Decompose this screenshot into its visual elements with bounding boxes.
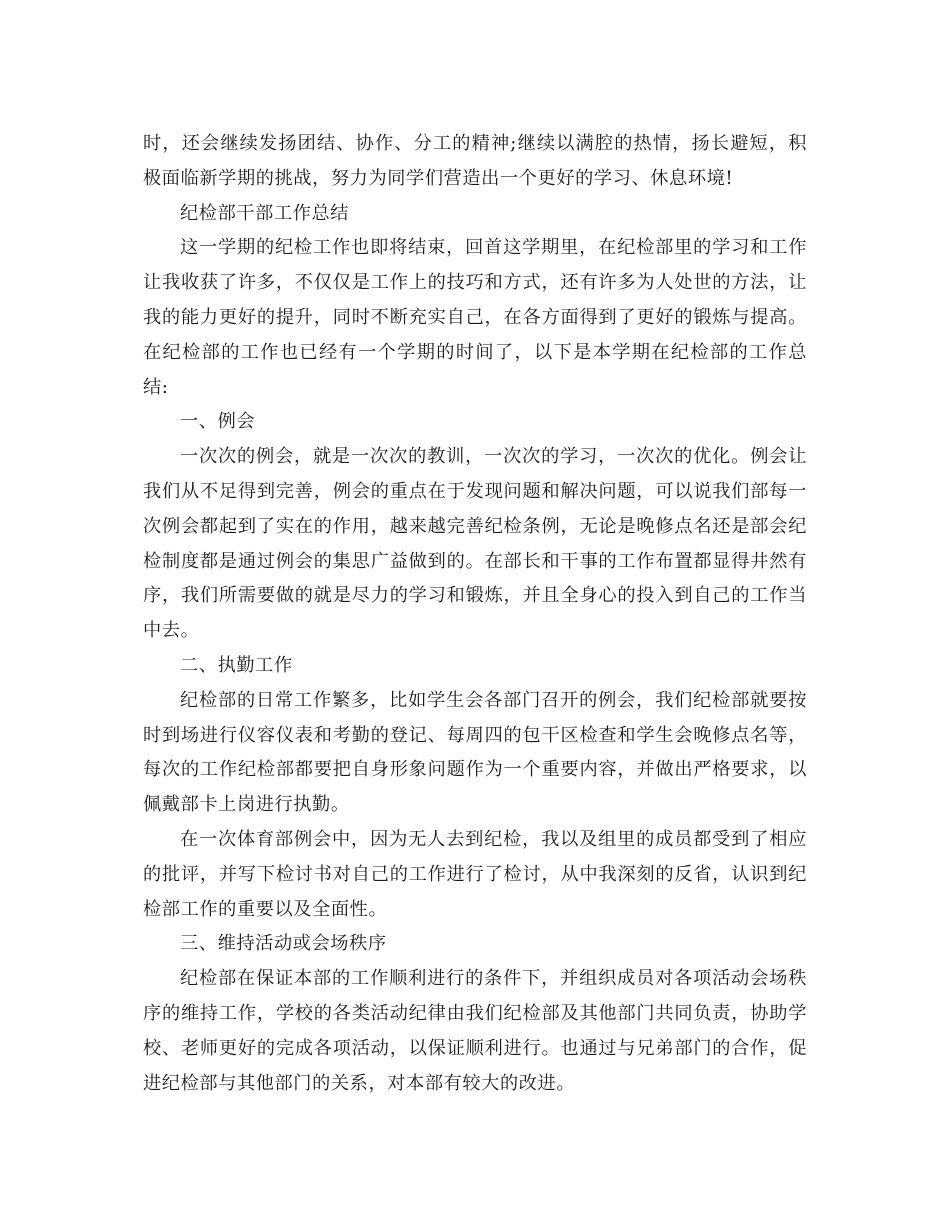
paragraph-continuation: 时，还会继续发扬团结、协作、分工的精神;继续以满腔的热情，扬长避短，积极面临新学期的挑战，努力为同学们营造出一个更好的学习、休息环境!	[143, 133, 807, 189]
paragraph-intro: 这一学期的纪检工作也即将结束，回首这学期里，在纪检部里的学习和工作让我收获了许多，不仅仅是工作上的技巧和方式，还有许多为人处世的方法，让我的能力更好的提升，同时不断充实自己，在各方面得到了更好的锻炼与提高。在纪检部的工作也已经有一个学期的时间了，以下是本学期在纪检部的工作总结:	[143, 237, 807, 398]
paragraph-reflection: 在一次体育部例会中，因为无人去到纪检，我以及组里的成员都受到了相应的批评，并写下检讨书对自己的工作进行了检讨，从中我深刻的反省，认识到纪检部工作的重要以及全面性。	[143, 828, 807, 920]
heading-meetings: 一、例会	[180, 411, 256, 433]
section-title: 纪检部干部工作总结	[180, 202, 350, 224]
paragraph-meetings: 一次次的例会，就是一次次的教训，一次次的学习，一次次的优化。例会让我们从不足得到完善，例会的重点在于发现问题和解决问题，可以说我们部每一次例会都起到了实在的作用，越来越完善纪检条例，无论是晚修点名还是部会纪检制度都是通过例会的集思广益做到的。在部长和干事的工作布置都显得井然有序，我们所需要做的就是尽力的学习和锻炼，并且全身心的投入到自己的工作当中去。	[143, 446, 807, 642]
heading-duty-work: 二、执勤工作	[180, 654, 293, 676]
paragraph-duty-work: 纪检部的日常工作繁多，比如学生会各部门召开的例会，我们纪检部就要按时到场进行仪容仪表和考勤的登记、每周四的包干区检查和学生会晚修点名等，每次的工作纪检部都要把自身形象问题作为一个重要内容，并做出严格要求，以佩戴部卡上岗进行执勤。	[143, 689, 807, 816]
paragraph-order-maintenance: 纪检部在保证本部的工作顺利进行的条件下，并组织成员对各项活动会场秩序的维持工作，学校的各类活动纪律由我们纪检部及其他部门共同负责，协助学校、老师更好的完成各项活动，以保证顺利进行。也通过与兄弟部门的合作，促进纪检部与其他部门的关系，对本部有较大的改进。	[143, 968, 807, 1094]
document-body	[143, 127, 807, 1101]
heading-order-maintenance: 三、维持活动或会场秩序	[180, 933, 387, 955]
